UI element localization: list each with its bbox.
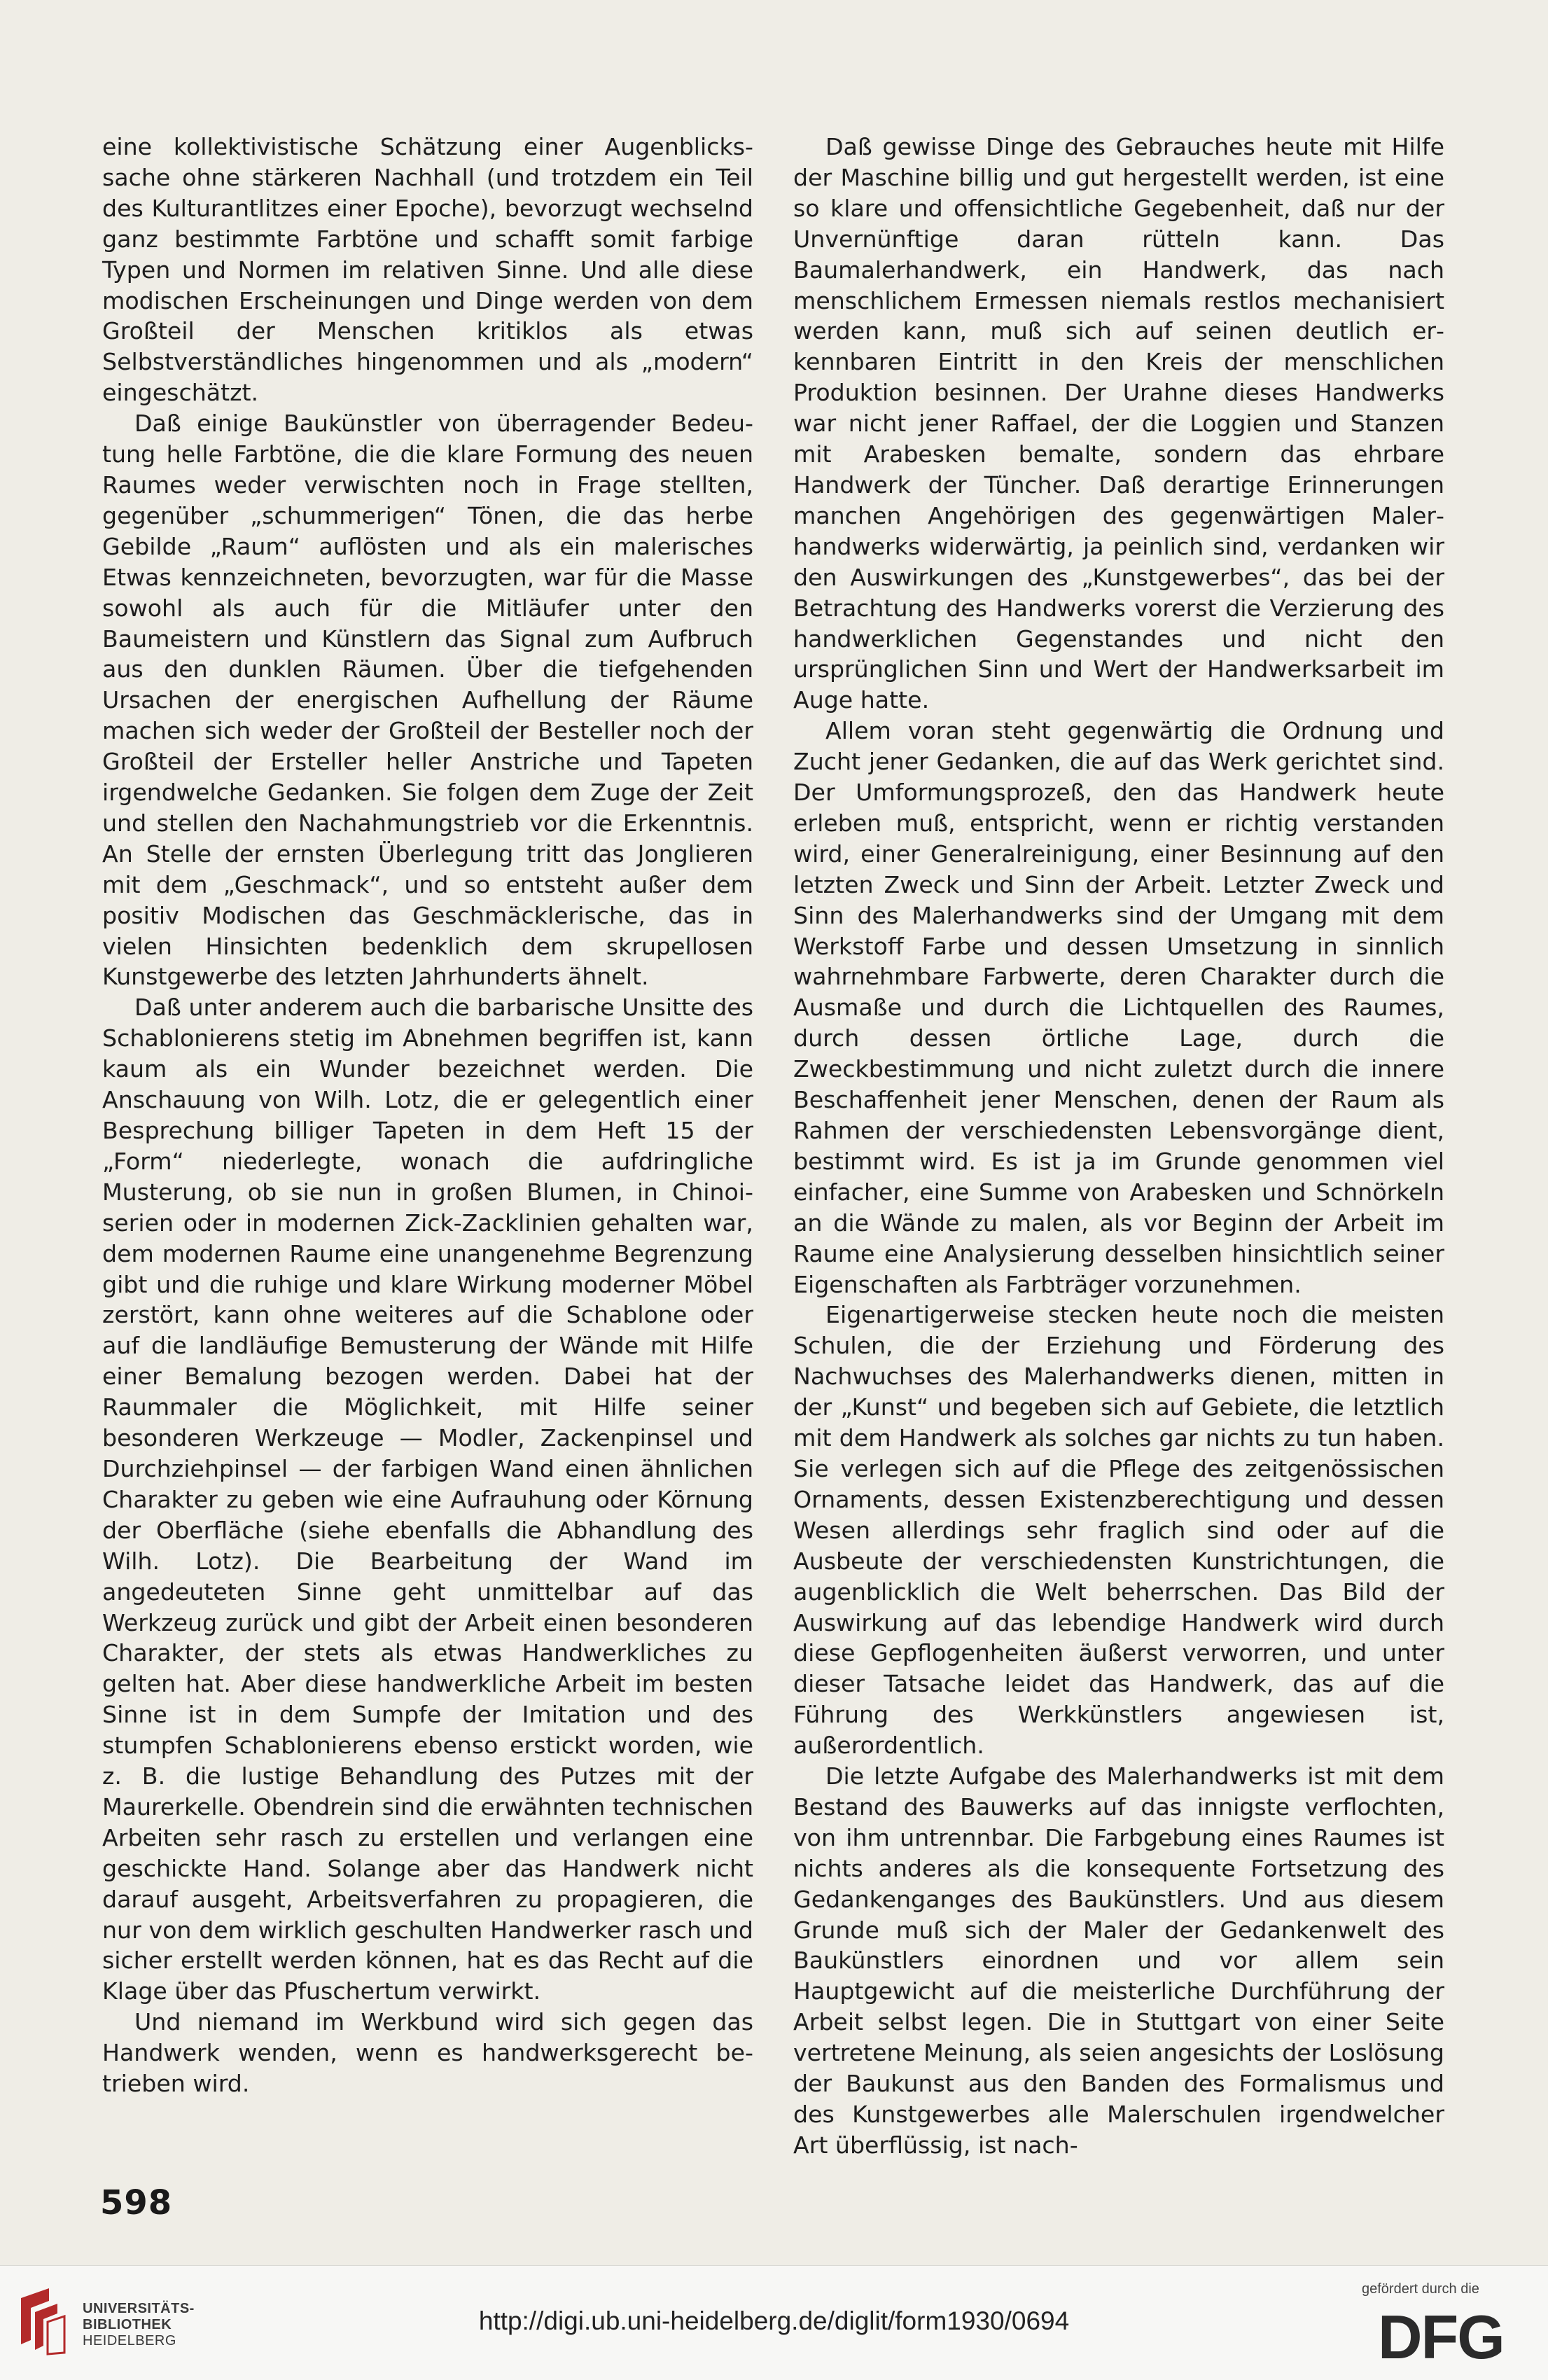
library-name-line: HEIDELBERG xyxy=(83,2333,176,2348)
footer-bar xyxy=(0,2265,1548,2380)
paragraph: eine kollektivistische Schätzung einer Augenblickssache ohne stärkeren Nachhall (und trotzdem ein Teil des Kulturantlitzes einer Epoche), bevorzugt wechselnd ganz bestimmte Farbtöne und schafft somit farbige Typen und Normen im relativen Sinne. Und alle diese modischen Erscheinungen und Dinge werden von dem Großteil der Menschen kritiklos als etwas Selbstverständliches hingenommen und als „modern“ eingeschätzt. xyxy=(102,133,753,407)
library-name-line: BIBLIOTHEK xyxy=(83,2317,172,2332)
paragraph: Die letzte Aufgabe des Malerhandwerks ist mit dem Bestand des Bauwerks auf das innigste verflochten, von ihm untrennbar. Die Farbgebung eines Raumes ist nichts anderes als die konsequente Fortsetzung des Gedankenganges des Baukünstlers. Und aus diesem Grunde muß sich der Maler der Gedankenwelt des Baukünstlers einordnen und vor allem sein Hauptgewicht auf die meisterliche Durchführung der Arbeit selbst legen. Die in Stuttgart von einer Seite vertretene Meinung, als seien angesichts der Loslösung der Baukunst aus den Banden des Formalismus und des Kunstgewerbes alle Malerschulen irgendwelcher Art überflüssig, ist nach- xyxy=(793,1762,1444,2159)
paragraph: Und niemand im Werkbund wird sich gegen das Handwerk wenden, wenn es handwerksgerecht betrieben wird. xyxy=(102,2008,753,2098)
text-column-right xyxy=(793,132,1444,2161)
permalink-url[interactable]: http://digi.ub.uni-heidelberg.de/diglit/form1930/0694 xyxy=(478,2306,1070,2335)
paragraph: Eigenartigerweise stecken heute noch die meisten Schulen, die der Erziehung und Förderung des Nachwuchses des Malerhandwerks dienen, mitten in der „Kunst“ und begeben sich auf Gebiete, die letztlich mit dem Handwerk als solches gar nichts zu tun haben. Sie verlegen sich auf die Pflege des zeitgenössischen Ornaments, dessen Existenzberechtigung und dessen Wesen allerdings sehr fraglich sind oder auf die Ausbeute der verschiedensten Kunstrichtungen, die augenblicklich die Welt beherrschen. Das Bild der Auswirkung auf das lebendige Handwerk wird durch diese Gepflogenheiten äußerst verworren, und unter dieser Tatsache leidet das Handwerk, das auf die Führung des Werkkünstlers angewiesen ist, außerordentlich. xyxy=(793,1301,1444,1760)
dfg-logo[interactable]: DFG xyxy=(1378,2302,1504,2372)
paragraph: Allem voran steht gegenwärtig die Ordnung und Zucht jener Gedanken, die auf das Werk gerichtet sind. Der Umformungsprozeß, den das Handwerk heute erleben muß, entspricht, wenn er richtig verstanden wird, einer Generalreinigung, einer Besinnung auf den letzten Zweck und Sinn der Arbeit. Letzter Zweck und Sinn des Malerhandwerks sind der Umgang mit dem Werkstoff Farbe und dessen Umsetzung in sinnlich wahrnehmbare Farbwerte, deren Charakter durch die Ausmaße und durch die Lichtquellen des Raumes, durch dessen örtliche Lage, durch die Zweckbestimmung und nicht zuletzt durch die innere Beschaffenheit jener Menschen, denen der Raum als Rahmen der verschiedensten Lebensvorgänge dient, bestimmt wird. Es ist ja im Grunde genommen viel einfacher, eine Summe von Arabesken und Schnörkeln an die Wände zu malen, als vor Beginn der Arbeit im Raume eine Analysierung desselben hinsichtlich seiner Eigenschaften als Farbträger vorzunehmen. xyxy=(793,717,1444,1298)
paragraph: Daß gewisse Dinge des Gebrauches heute mit Hilfe der Maschine billig und gut hergestellt werden, ist eine so klare und offensichtliche Gegebenheit, daß nur der Unvernünftige daran rütteln kann. Das Baumalerhandwerk, ein Handwerk, das nach menschlichem Ermessen niemals restlos mechanisiert werden kann, muß sich auf seinen deutlich erkennbaren Eintritt in den Kreis der menschlichen Produktion besinnen. Der Urahne dieses Handwerks war nicht jener Raffael, der die Loggien und Stanzen mit Arabesken bemalte, sondern das ehrbare Handwerk der Tüncher. Daß derartige Erinnerungen manchen Angehörigen des gegenwärtigen Malerhandwerks widerwärtig, ja peinlich sind, verdanken wir den Auswirkungen des „Kunstgewerbes“, das bei der Betrachtung des Handwerks vorerst die Verzierung des handwerklichen Gegenstandes und nicht den ursprünglichen Sinn und Wert der Handwerksarbeit im Auge hatte. xyxy=(793,133,1444,714)
funding-claim: gefördert durch die xyxy=(1362,2281,1479,2297)
library-name-line: UNIVERSITÄTS- xyxy=(83,2301,195,2316)
text-column-left xyxy=(102,132,753,2099)
paragraph: Daß unter anderem auch die barbarische Unsitte des Schablonierens stetig im Abnehmen begriffen ist, kann kaum als ein Wunder bezeichnet werden. Die Anschauung von Wilh. Lotz, die er gelegentlich einer Besprechung billiger Tapeten in dem Heft 15 der „Form“ niederlegte, wonach die aufdringliche Musterung, ob sie nun in großen Blumen, in Chinoiserien oder in modernen Zick-Zacklinien gehalten war, dem modernen Raume eine unangenehme Begrenzung gibt und die ruhige und klare Wirkung moderner Möbel zerstört, kann ohne weiteres auf die Schablone oder auf die landläufige Bemusterung der Wände mit Hilfe einer Bemalung bezogen werden. Dabei hat der Raummaler die Möglichkeit, mit Hilfe seiner besonderen Werkzeuge — Modler, Zackenpinsel und Durchziehpinsel — der farbigen Wand einen ähnlichen Charakter zu geben wie eine Aufrauhung oder Körnung der Oberfläche (siehe ebenfalls die Abhandlung des Wilh. Lotz). Die Bearbeitung der Wand im angedeuteten Sinne geht unmittelbar auf das Werkzeug zurück und gibt der Arbeit einen besonderen Charakter, der stets als etwas Handwerkliches zu gelten hat. Aber diese handwerkliche Arbeit im besten Sinne ist in dem Sumpfe der Imitation und des stumpfen Schablonierens ebenso erstickt worden, wie z. B. die lustige Behandlung des Putzes mit der Maurerkelle. Obendrein sind die erwähnten technischen Arbeiten sehr rasch zu erstellen und verlangen eine geschickte Hand. Solange aber das Handwerk nicht darauf ausgeht, Arbeitsverfahren zu propagieren, die nur von dem wirklich geschulten Handwerker rasch und sicher erstellt werden können, hat es das Recht auf die Klage über das Pfuschertum verwirkt. xyxy=(102,994,753,2005)
page-number: 598 xyxy=(100,2183,173,2222)
paragraph: Daß einige Baukünstler von überragender Bedeutung helle Farbtöne, die die klare Formung des neuen Raumes weder verwischten noch in Frage stellten, gegenüber „schummerigen“ Tönen, die das herbe Gebilde „Raum“ auflösten und als ein malerisches Etwas kennzeichneten, bevorzugten, war für die Masse sowohl als auch für die Mitläufer unter den Baumeistern und Künstlern das Signal zum Aufbruch aus den dunklen Räumen. Über die tiefgehenden Ursachen der energischen Aufhellung der Räume machen sich weder der Großteil der Besteller noch der Großteil der Ersteller heller Anstriche und Tapeten irgendwelche Gedanken. Sie folgen dem Zuge der Zeit und stellen den Nachahmungstrieb vor die Erkenntnis. An Stelle der ernsten Überlegung tritt das Jonglieren mit dem „Geschmack“, und so entsteht außer dem positiv Modischen das Geschmäcklerische, das in vielen Hinsichten bedenklich dem skrupellosen Kunstgewerbe des letzten Jahrhunderts ähnelt. xyxy=(102,410,753,991)
